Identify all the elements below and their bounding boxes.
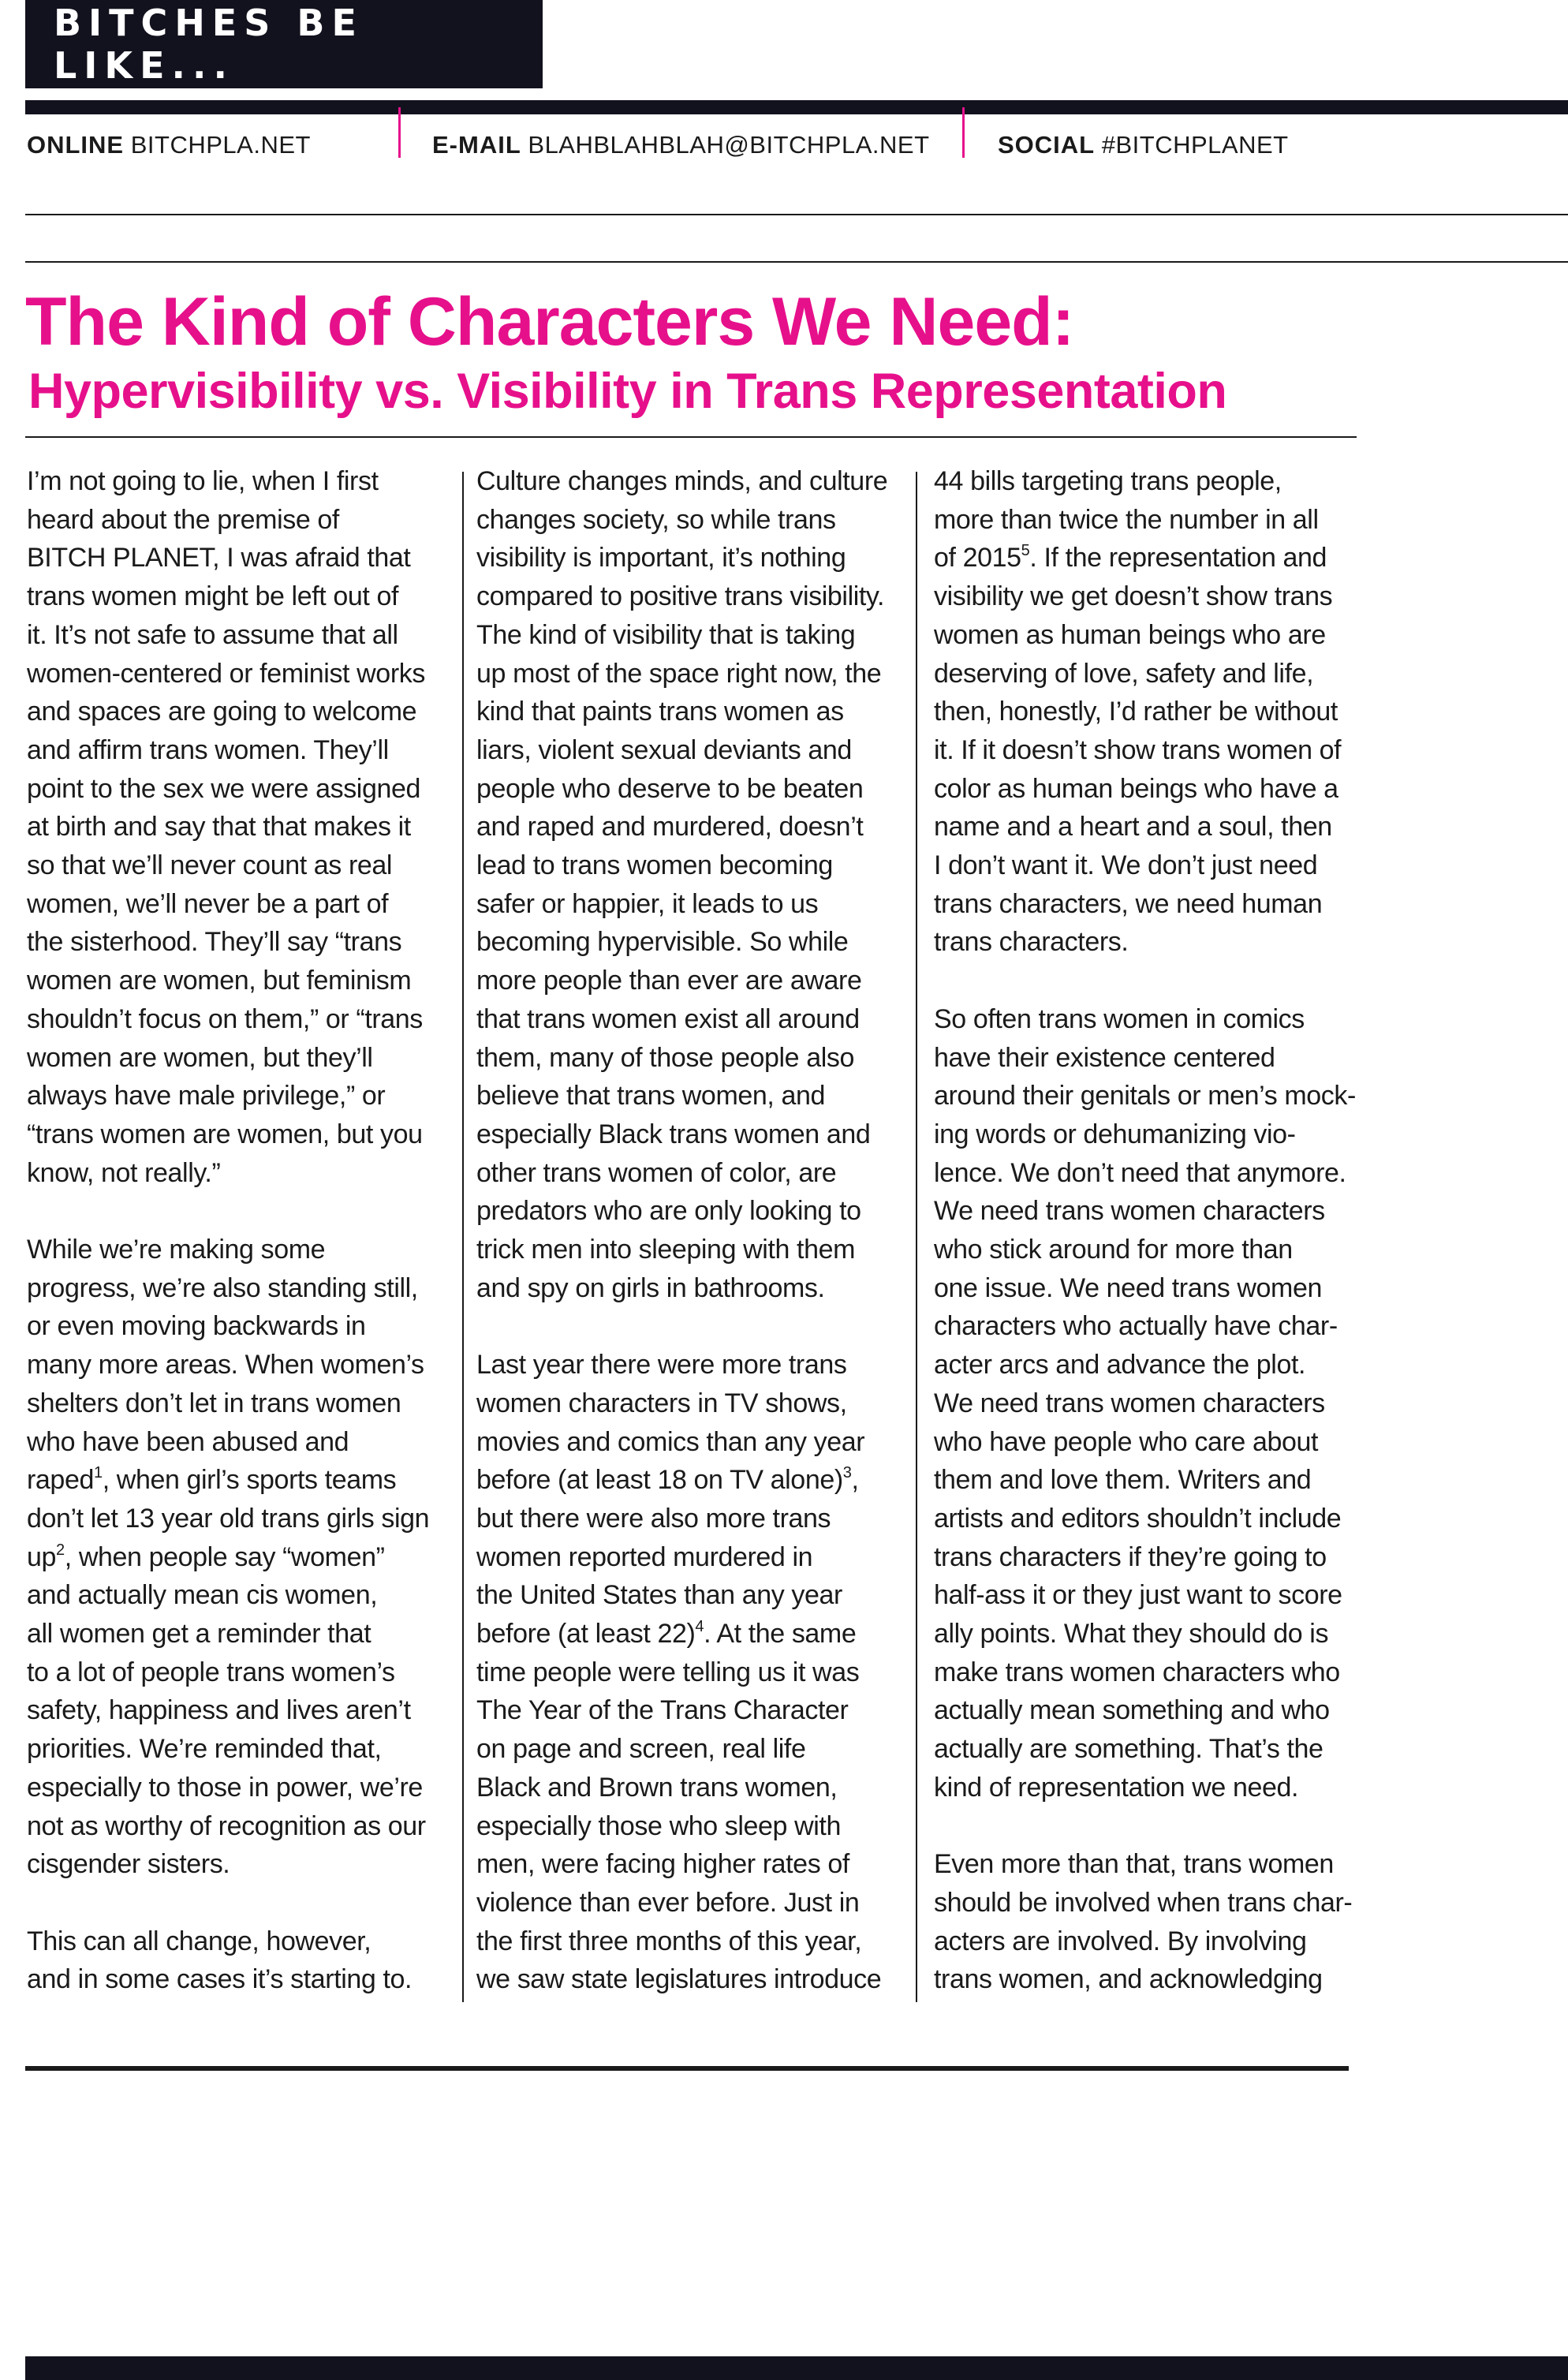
article-line: them and love them. Writers and bbox=[934, 1465, 1312, 1496]
article-line: of 2015$^5$. If the representation and bbox=[934, 542, 1327, 574]
article-line: kind that paints trans women as bbox=[476, 697, 844, 727]
article-line: on page and screen, real life bbox=[476, 1734, 806, 1765]
article-line: Even more than that, trans women bbox=[934, 1849, 1334, 1880]
article-paragraph bbox=[27, 1231, 453, 1884]
article-line: people who deserve to be beaten bbox=[476, 773, 864, 804]
article-line: shelters don’t let in trans women bbox=[27, 1388, 401, 1418]
article-line: especially Black trans women and bbox=[476, 1119, 871, 1149]
article-line: deserving of love, safety and life, bbox=[934, 658, 1314, 689]
footnote-marker: 5 bbox=[1021, 542, 1030, 560]
column-divider bbox=[916, 472, 917, 2002]
article-line: not as worthy of recognition as our bbox=[27, 1810, 426, 1841]
article-line: other trans women of color, are bbox=[476, 1157, 837, 1188]
divider bbox=[25, 261, 1568, 263]
article-line: but there were also more trans bbox=[476, 1503, 831, 1534]
footnote-marker: 1 bbox=[93, 1464, 103, 1482]
article-line: Culture changes minds, and culture bbox=[476, 466, 888, 496]
article-line: so that we’ll never count as real bbox=[27, 850, 393, 881]
article-line: trans characters. bbox=[934, 927, 1129, 958]
article-paragraph bbox=[476, 462, 914, 1307]
article-line: don’t let 13 year old trans girls sign bbox=[27, 1503, 430, 1534]
divider bbox=[25, 214, 1568, 215]
article-line: and spaces are going to welcome bbox=[27, 697, 417, 727]
article-line: to a lot of people trans women’s bbox=[27, 1657, 395, 1687]
article-line: women-centered or feminist works bbox=[27, 658, 425, 689]
article-line: time people were telling us it was bbox=[476, 1657, 860, 1687]
article-line: that trans women exist all around bbox=[476, 1003, 860, 1034]
article-line: we saw state legislatures introduce bbox=[476, 1964, 882, 1995]
article-line: violence than ever before. Just in bbox=[476, 1888, 860, 1918]
article-line: believe that trans women, and bbox=[476, 1081, 826, 1112]
article-line: color as human beings who have a bbox=[934, 773, 1338, 804]
article-line: “trans women are women, but you bbox=[27, 1119, 423, 1149]
article-line: and actually mean cis women, bbox=[27, 1580, 378, 1611]
article-line: lead to trans women becoming bbox=[476, 850, 833, 881]
article-line: and spy on girls in bathrooms. bbox=[476, 1272, 825, 1303]
article-line: trans women might be left out of bbox=[27, 581, 399, 612]
article-line: shouldn’t focus on them,” or “trans bbox=[27, 1003, 423, 1034]
article-paragraph bbox=[934, 1000, 1376, 1807]
article-paragraph bbox=[476, 1346, 914, 1999]
article-line: it. It’s not safe to assume that all bbox=[27, 619, 398, 650]
article-paragraph bbox=[934, 1845, 1376, 1999]
contact-online-value[interactable]: BITCHPLA.NET bbox=[130, 131, 311, 159]
article-line: We need trans women characters bbox=[934, 1196, 1325, 1227]
article-line: women as human beings who are bbox=[934, 619, 1326, 650]
article-line: trans characters, we need human bbox=[934, 888, 1323, 919]
article-line: 44 bills targeting trans people, bbox=[934, 466, 1282, 496]
article-line: kind of representation we need. bbox=[934, 1772, 1299, 1803]
article-line: predators who are only looking to bbox=[476, 1196, 861, 1227]
article-line: who have people who care about bbox=[934, 1426, 1319, 1457]
article-line: at birth and say that that makes it bbox=[27, 812, 411, 843]
article-line: safer or happier, it leads to us bbox=[476, 888, 819, 919]
article-line: or even moving backwards in bbox=[27, 1311, 366, 1342]
article-line: always have male privilege,” or bbox=[27, 1081, 386, 1112]
contact-social[interactable] bbox=[998, 131, 1289, 159]
article-line: before (at least 18 on TV alone)$^3$, bbox=[476, 1464, 859, 1496]
article-line: more than twice the number in all bbox=[934, 504, 1319, 535]
article-line: more people than ever are aware bbox=[476, 966, 862, 996]
article-line: then, honestly, I’d rather be without bbox=[934, 697, 1338, 727]
article-line: compared to positive trans visibility. bbox=[476, 581, 885, 612]
footnote-marker: 4 bbox=[695, 1618, 704, 1636]
article-line: and affirm trans women. They’ll bbox=[27, 734, 389, 765]
article-line: becoming hypervisible. So while bbox=[476, 927, 849, 958]
article-line: women reported murdered in bbox=[476, 1541, 813, 1572]
article-line: visibility we get doesn’t show trans bbox=[934, 581, 1333, 612]
footer-bar bbox=[25, 2356, 1568, 2380]
article-line: it. If it doesn’t show trans women of bbox=[934, 734, 1342, 765]
article-subtitle: Hypervisibility vs. Visibility in Trans Representation bbox=[28, 364, 1227, 419]
article-line: the first three months of this year, bbox=[476, 1926, 862, 1956]
article-line: point to the sex we were assigned bbox=[27, 773, 420, 804]
article-line: lence. We don’t need that anymore. bbox=[934, 1157, 1346, 1188]
article-line: the sisterhood. They’ll say “trans bbox=[27, 927, 402, 958]
article-line: ing words or dehumanizing vio- bbox=[934, 1119, 1296, 1149]
article-line: raped$^1$, when girl’s sports teams bbox=[27, 1464, 397, 1496]
article-line: actually are something. That’s the bbox=[934, 1734, 1323, 1765]
article-line: many more areas. When women’s bbox=[27, 1350, 424, 1381]
contact-online-label: ONLINE bbox=[27, 131, 125, 159]
article-column-1 bbox=[27, 462, 453, 1999]
article-line: men, were facing higher rates of bbox=[476, 1849, 849, 1880]
article-line: While we’re making some bbox=[27, 1235, 326, 1265]
article-line: women, we’ll never be a part of bbox=[27, 888, 389, 919]
article-line: women are women, but feminism bbox=[27, 966, 412, 996]
title-rule bbox=[25, 436, 1357, 438]
article-line: who stick around for more than bbox=[934, 1235, 1293, 1265]
article-line: characters who actually have char- bbox=[934, 1311, 1338, 1342]
article-line: This can all change, however, bbox=[27, 1926, 371, 1956]
article-line: acters are involved. By involving bbox=[934, 1926, 1307, 1956]
article-line: progress, we’re also standing still, bbox=[27, 1272, 418, 1303]
article-line: safety, happiness and lives aren’t bbox=[27, 1695, 411, 1726]
article-line: up most of the space right now, the bbox=[476, 658, 882, 689]
contact-email-label: E-MAIL bbox=[432, 131, 521, 159]
article-line: BITCH PLANET, I was afraid that bbox=[27, 543, 411, 574]
article-line: The kind of visibility that is taking bbox=[476, 619, 856, 650]
article-line: have their existence centered bbox=[934, 1042, 1275, 1073]
article-line: changes society, so while trans bbox=[476, 504, 836, 535]
article-line: trans women, and acknowledging bbox=[934, 1964, 1323, 1995]
contact-social-label: SOCIAL bbox=[998, 131, 1096, 159]
article-column-3 bbox=[934, 462, 1376, 1999]
article-column-2 bbox=[476, 462, 914, 1999]
article-line: cisgender sisters. bbox=[27, 1849, 230, 1880]
contact-social-value[interactable]: #BITCHPLANET bbox=[1101, 131, 1289, 159]
article-line: especially those who sleep with bbox=[476, 1810, 841, 1841]
article-line: heard about the premise of bbox=[27, 504, 339, 535]
article-line: movies and comics than any year bbox=[476, 1426, 865, 1457]
contact-bar bbox=[0, 131, 1568, 163]
article-line: priorities. We’re reminded that, bbox=[27, 1734, 382, 1765]
article-line: I don’t want it. We don’t just need bbox=[934, 850, 1318, 881]
article-line: artists and editors shouldn’t include bbox=[934, 1503, 1342, 1534]
article-line: women characters in TV shows, bbox=[476, 1388, 847, 1418]
article-line: one issue. We need trans women bbox=[934, 1272, 1322, 1303]
contact-online[interactable] bbox=[27, 131, 311, 159]
article-line: name and a heart and a soul, then bbox=[934, 812, 1332, 843]
article-line: trick men into sleeping with them bbox=[476, 1235, 856, 1265]
contact-email-value[interactable]: BLAHBLAHBLAH@BITCHPLA.NET bbox=[528, 131, 930, 159]
article-line: acter arcs and advance the plot. bbox=[934, 1350, 1306, 1381]
article-line: before (at least 22)$^4$. At the same bbox=[476, 1618, 857, 1650]
article-line: know, not really.” bbox=[27, 1157, 221, 1188]
footnote-marker: 2 bbox=[56, 1541, 65, 1559]
article-line: should be involved when trans char- bbox=[934, 1887, 1353, 1918]
article-line: them, many of those people also bbox=[476, 1042, 855, 1073]
article-line: Last year there were more trans bbox=[476, 1350, 847, 1381]
article-line: Black and Brown trans women, bbox=[476, 1772, 838, 1803]
article-line: and in some cases it’s starting to. bbox=[27, 1964, 413, 1995]
article-line: The Year of the Trans Character bbox=[476, 1695, 849, 1726]
article-line: around their genitals or men’s mock- bbox=[934, 1081, 1356, 1112]
bottom-rule bbox=[25, 2066, 1349, 2071]
article-line: women are women, but they’ll bbox=[27, 1042, 373, 1073]
column-divider bbox=[462, 472, 464, 2002]
article-line: So often trans women in comics bbox=[934, 1003, 1305, 1034]
article-line: ally points. What they should do is bbox=[934, 1619, 1329, 1650]
article-line: I’m not going to lie, when I first bbox=[27, 466, 379, 496]
article-line: who have been abused and bbox=[27, 1426, 349, 1457]
article-paragraph bbox=[934, 462, 1376, 962]
article-line: especially to those in power, we’re bbox=[27, 1772, 423, 1803]
masthead-title: BITCHES BE LIKE... bbox=[54, 2, 364, 87]
article-line: We need trans women characters bbox=[934, 1388, 1325, 1418]
contact-email[interactable] bbox=[432, 131, 930, 159]
article-line: half-ass it or they just want to score bbox=[934, 1580, 1342, 1611]
article-line: all women get a reminder that bbox=[27, 1619, 371, 1650]
article-line: and raped and murdered, doesn’t bbox=[476, 812, 864, 843]
article-paragraph bbox=[27, 462, 453, 1192]
article-line: liars, violent sexual deviants and bbox=[476, 734, 852, 765]
article-line: actually mean something and who bbox=[934, 1695, 1330, 1726]
article-title: The Kind of Characters We Need: bbox=[25, 284, 1074, 360]
masthead-rule bbox=[25, 100, 1568, 114]
article-paragraph bbox=[27, 1922, 453, 1999]
masthead bbox=[25, 0, 543, 88]
article-line: visibility is important, it’s nothing bbox=[476, 543, 846, 574]
article-line: $up^2$, when people say “women” bbox=[27, 1541, 385, 1572]
article-line: the United States than any year bbox=[476, 1580, 842, 1611]
article-line: make trans women characters who bbox=[934, 1657, 1340, 1687]
article-line: trans characters if they’re going to bbox=[934, 1541, 1327, 1572]
footnote-marker: 3 bbox=[842, 1464, 852, 1482]
